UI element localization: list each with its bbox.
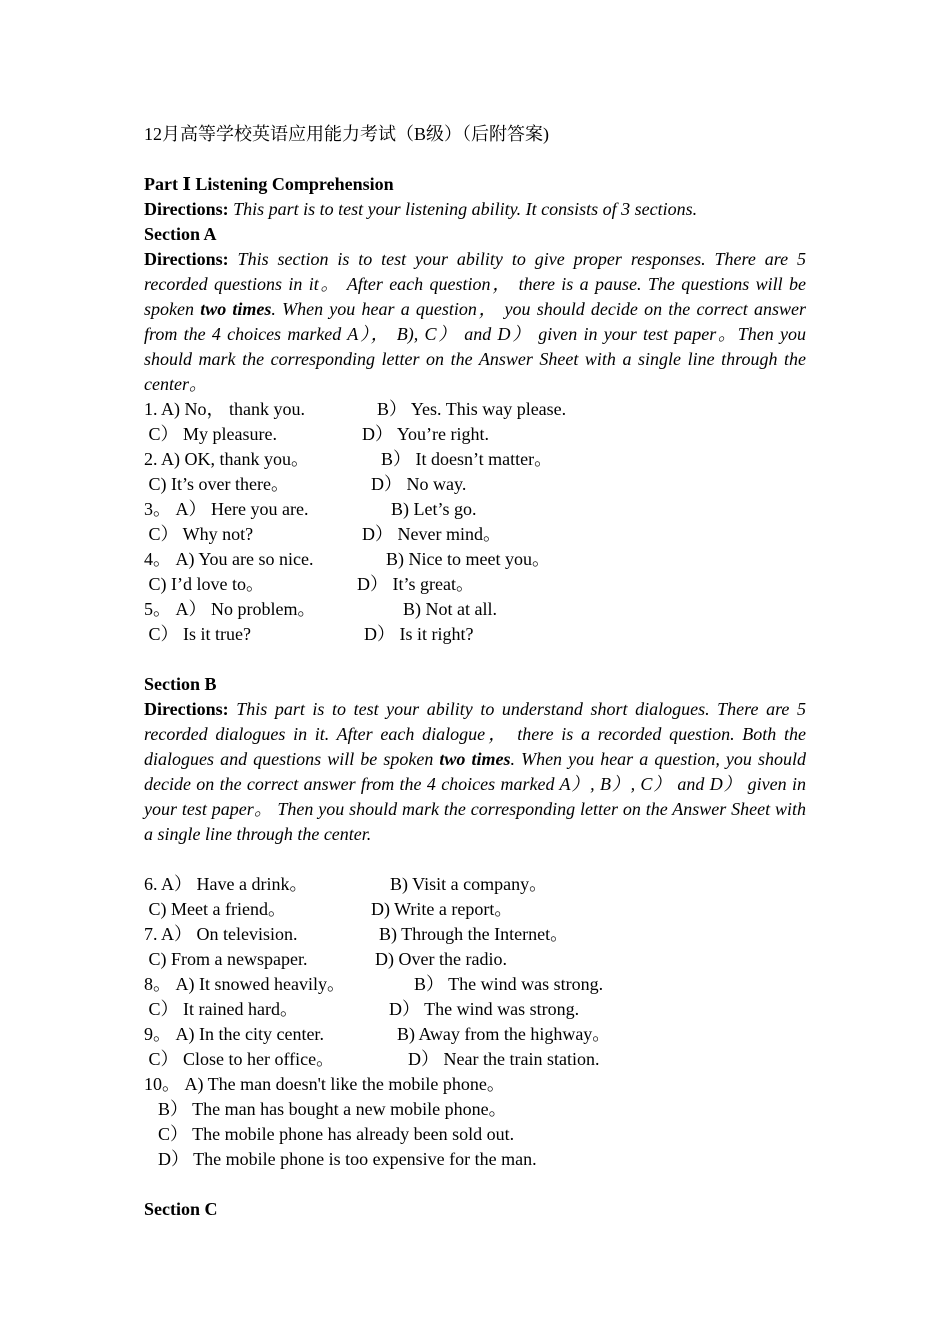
- choice-b: B) Away from the highway。: [397, 1024, 611, 1044]
- choice-b: B） The man has bought a new mobile phone。: [158, 1099, 507, 1119]
- question-row: [144, 1097, 806, 1122]
- choice-b: B) Through the Internet。: [379, 924, 569, 944]
- choice-c: C） Close to her office。: [144, 1049, 335, 1069]
- question-row: [144, 1047, 806, 1072]
- document-title: 12月高等学校英语应用能力考试（B级）（后附答案): [144, 124, 549, 144]
- section-c-heading: Section C: [144, 1199, 218, 1219]
- choice-c: C) Meet a friend。: [144, 899, 286, 919]
- choice-b: B） Yes. This way please.: [377, 399, 567, 419]
- choice-d: D） No way.: [371, 474, 467, 494]
- choice-a: 4。 A) You are so nice.: [144, 549, 314, 569]
- question-row: [144, 997, 806, 1022]
- directions-label: Directions:: [144, 249, 229, 269]
- directions-label: Directions:: [144, 699, 229, 719]
- choice-c: C） My pleasure.: [144, 424, 277, 444]
- choice-c: C） Why not?: [144, 524, 254, 544]
- choice-b: B） The wind was strong.: [414, 974, 604, 994]
- question-row: [144, 1022, 806, 1047]
- choice-b: B） It doesn’t matter。: [381, 449, 553, 469]
- part-directions: [144, 197, 806, 222]
- choice-b: B) Visit a company。: [390, 874, 548, 894]
- question-row: [144, 947, 806, 972]
- directions-text: This section is to test your ability to give proper responses. There are 5 recorded questions in it。 After each question， there is a pause. The questions will be spoken: [144, 249, 806, 319]
- part-heading: Part Ⅰ Listening Comprehension: [144, 174, 394, 194]
- document-page: [144, 122, 806, 1222]
- section-b-heading: Section B: [144, 674, 217, 694]
- choice-d: D) Over the radio.: [375, 949, 507, 969]
- choice-a: 6. A） Have a drink。: [144, 874, 308, 894]
- question-row: [144, 897, 806, 922]
- choice-d: D) Write a report。: [371, 899, 513, 919]
- choice-d: D） You’re right.: [362, 424, 490, 444]
- question-row: [144, 922, 806, 947]
- choice-c: C) I’d love to。: [144, 574, 264, 594]
- choice-a: 7. A） On television.: [144, 924, 298, 944]
- choice-a: 8。 A) It snowed heavily。: [144, 974, 345, 994]
- section-a-directions: [144, 247, 806, 397]
- section-a-questions: [144, 397, 806, 647]
- question-row: [144, 522, 806, 547]
- choice-a: 5。 A） No problem。: [144, 599, 316, 619]
- choice-c: C） Is it true?: [144, 624, 251, 644]
- directions-emphasis: two times: [200, 299, 272, 319]
- choice-d: D） The wind was strong.: [389, 999, 580, 1019]
- question-row: [144, 622, 806, 647]
- choice-d: D） Is it right?: [364, 624, 474, 644]
- section-a-heading: Section A: [144, 224, 217, 244]
- question-row: [144, 572, 806, 597]
- directions-text: . When you hear a question, you should decide on the correct answer from the 4 choices marked A）, B）, C） and D） given in your test paper。 Then you should mark the corresponding letter on the Answer Sheet with a single line through the center.: [144, 749, 806, 844]
- question-row: [144, 472, 806, 497]
- choice-d: D） Never mind。: [362, 524, 501, 544]
- question-row: [144, 597, 806, 622]
- choice-a: 9。 A) In the city center.: [144, 1024, 324, 1044]
- question-row: [144, 872, 806, 897]
- section-b-questions: [144, 872, 806, 1172]
- choice-b: B) Nice to meet you。: [386, 549, 550, 569]
- directions-text: This part is to test your listening ability. It consists of 3 sections.: [228, 199, 698, 219]
- choice-a: 2. A) OK, thank you。: [144, 449, 309, 469]
- directions-label: Directions:: [144, 199, 229, 219]
- choice-a: 3。 A） Here you are.: [144, 499, 309, 519]
- directions-text: This part is to test your ability to understand short dialogues. There are 5 recorded dialogues in it. After each dialogue， there is a recorded question. Both the dialogues and questions will be spoken: [144, 699, 806, 769]
- choice-d: D） It’s great。: [357, 574, 474, 594]
- question-row: [144, 1072, 806, 1097]
- choice-c: C) From a newspaper.: [144, 949, 308, 969]
- question-row: [144, 972, 806, 997]
- question-row: [144, 397, 806, 422]
- choice-b: B) Not at all.: [403, 599, 497, 619]
- directions-text: . When you hear a question， you should decide on the correct answer from the 4 choices marked A）， B), C） and D） given in your test paper。Then you should mark the corresponding letter on the Answer Sheet with a single line through the center。: [144, 299, 806, 394]
- choice-d: D） The mobile phone is too expensive for the man.: [158, 1149, 537, 1169]
- question-row: [144, 422, 806, 447]
- choice-c: C） It rained hard。: [144, 999, 298, 1019]
- question-row: [144, 1122, 806, 1147]
- section-b-directions: [144, 697, 806, 847]
- question-stem: 10。 A) The man doesn't like the mobile phone。: [144, 1074, 505, 1094]
- choice-c: C） The mobile phone has already been sold out.: [158, 1124, 515, 1144]
- question-row: [144, 497, 806, 522]
- choice-a: 1. A) No， thank you.: [144, 399, 305, 419]
- directions-emphasis: two times: [439, 749, 511, 769]
- question-row: [144, 547, 806, 572]
- choice-c: C) It’s over there。: [144, 474, 289, 494]
- question-row: [144, 447, 806, 472]
- choice-b: B) Let’s go.: [391, 499, 477, 519]
- question-row: [144, 1147, 806, 1172]
- choice-d: D） Near the train station.: [408, 1049, 600, 1069]
